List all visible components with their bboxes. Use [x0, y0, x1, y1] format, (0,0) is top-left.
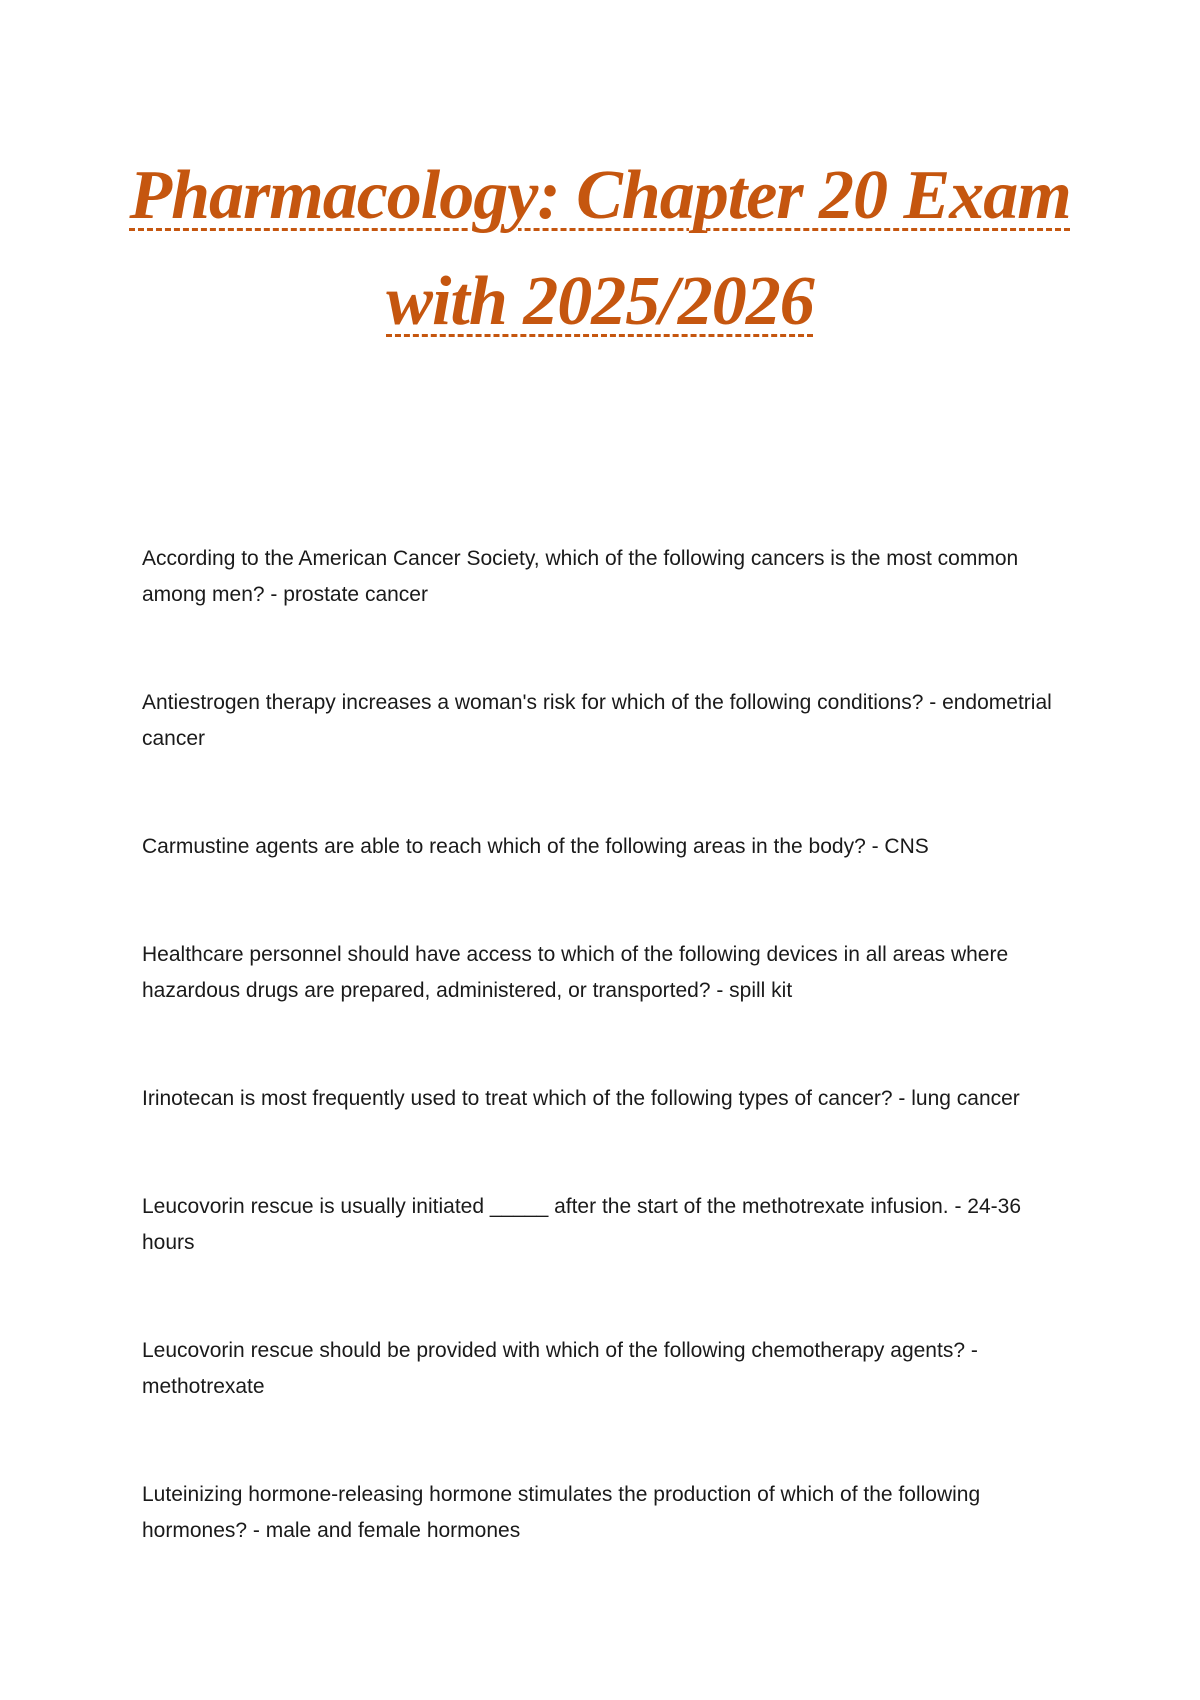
title-line-1: Pharmacology: Chapter 20 Exam	[129, 157, 1071, 234]
question-answer-item: Luteinizing hormone-releasing hormone stimulates the production of which of the following hormones? - male and female hormones	[142, 1483, 981, 1542]
question-answer-item: Carmustine agents are able to reach which of the following areas in the body? - CNS	[142, 835, 929, 858]
question-answer-list	[142, 541, 1077, 1549]
title-line-2: with 2025/2026	[386, 263, 814, 340]
question-answer-item: Leucovorin rescue should be provided with which of the following chemotherapy agents? - methotrexate	[142, 1339, 978, 1398]
question-answer-item: Antiestrogen therapy increases a woman's risk for which of the following conditions? - endometrial cancer	[142, 691, 1052, 750]
question-answer-item: Healthcare personnel should have access to which of the following devices in all areas where hazardous drugs are prepared, administered, or transported? - spill kit	[142, 943, 1009, 1002]
question-answer-item: Irinotecan is most frequently used to treat which of the following types of cancer? - lung cancer	[142, 1087, 1020, 1110]
question-answer-item: According to the American Cancer Society, which of the following cancers is the most common among men? - prostate cancer	[142, 547, 1019, 606]
document-title	[120, 150, 1080, 348]
question-answer-item: Leucovorin rescue is usually initiated _____ after the start of the methotrexate infusion. - 24-36 hours	[142, 1195, 1022, 1254]
